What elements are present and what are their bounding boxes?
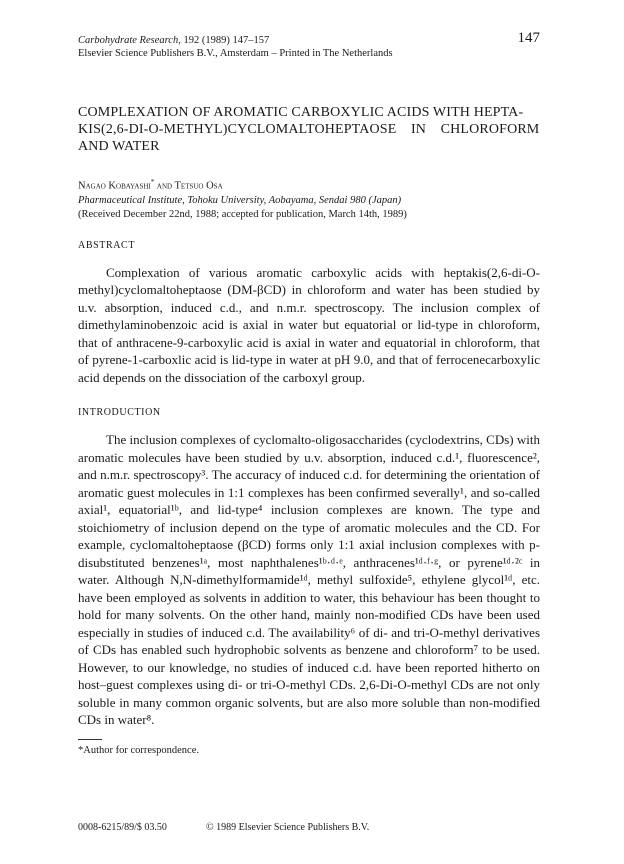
author-list: [78, 175, 540, 194]
introduction-paragraph: The inclusion complexes of cyclomalto-oligosaccharides (cyclodextrins, CDs) with aromatic molecules have been studied by u.v. absorption, induced c.d.¹, fluorescence², and n.m.r. spectroscopy³. The accuracy of induced c.d. for determining the orientation of aromatic guest molecules in 1:1 complexes has been confirmed severally¹, and so-called axial¹, equatorial¹ᵇ, and lid-type⁴ inclusion complexes are known. The type and stoichiometry of inclusion depend on the type of aromatic molecules and the CD. For example, cyclomaltoheptaose (βCD) forms only 1:1 axial inclusion complexes with p-disubstituted benzenes¹ᵃ, most naphthalenes¹ᵇ·ᵈ·ᵉ, anthracenes¹ᵈ·ᶠ·ᵍ, or pyrene¹ᵈ·²ᶜ in water. Although N,N-dimethylformamide¹ᵈ, methyl sulfoxide⁵, ethylene glycol¹ᵈ, etc. have been employed as solvents in addition to water, this behaviour has been thought to hold for many solvents. On the other hand, mainly non-modified CDs have been used especially in studies of induced c.d. The availability⁶ of di- and tri-O-methyl derivatives of CDs has enabled such hydrophobic solvents as benzene and chloroform⁷ to be used. However, to our knowledge, no studies of induced c.d. have been reported hitherto on host–guest complexes using di- or tri-O-methyl CDs. 2,6-Di-O-methyl CDs are not only soluble in many common organic solvents, but are also more soluble than non-modified CDs in water⁸.: [78, 432, 540, 727]
received-dates: (Received December 22nd, 1988; accepted for publication, March 14th, 1989): [78, 208, 407, 220]
publisher-line: Elsevier Science Publishers B.V., Amsterdam – Printed in The Netherlands: [78, 48, 393, 59]
abstract-body: [78, 264, 540, 387]
introduction-heading: INTRODUCTION: [78, 407, 161, 418]
affiliation: Pharmaceutical Institute, Tohoku University, Aobayama, Sendai 980 (Japan): [78, 194, 402, 206]
title-line: AND WATER: [78, 139, 160, 154]
article-page: [78, 30, 540, 757]
title-line: COMPLEXATION OF AROMATIC CARBOXYLIC ACIDS WITH HEPTA-: [78, 105, 524, 120]
article-title: [78, 104, 540, 155]
author-name: Tetsuo Osa: [174, 180, 223, 192]
copyright-notice: © 1989 Elsevier Science Publishers B.V.: [206, 822, 370, 833]
volume-pages: 192 (1989) 147–157: [183, 35, 270, 46]
citation-line: [78, 30, 540, 47]
corresponding-mark: *: [150, 178, 155, 186]
page-footer: [78, 822, 540, 833]
title-line: KIS(2,6-DI-O-METHYL)CYCLOMALTOHEPTAOSE IN CHLOROFORM: [78, 122, 540, 137]
author-conjunction: and: [154, 180, 175, 192]
issn-code: 0008-6215/89/$ 03.50: [78, 822, 167, 833]
abstract-paragraph: Complexation of various aromatic carboxylic acids with heptakis(2,6-di-O-methyl)cyclomaltoheptaose (DM-βCD) in chloroform and water has been studied by u.v. absorption, induced c.d., and n.m.r. spectroscopy. The inclusion complex of dimethylaminobenzoic acid is axial in water but equatorial or lid-type in chloroform, that of anthracene-9-carboxylic acid is axial in water and equatorial in chloroform, that of pyrene-1-carboxlic acid is lid-type in water at pH 9.0, and that of ferrocenecarboxylic acid depends on the dissociation of the carboxyl group.: [78, 264, 540, 385]
running-header: [78, 30, 540, 60]
abstract-heading: ABSTRACT: [78, 239, 136, 251]
footnote-rule: [78, 739, 102, 740]
author-name: Nagao Kobayashi: [78, 180, 151, 192]
journal-name: Carbohydrate Research,: [78, 35, 181, 46]
footnote: *Author for correspondence.: [78, 744, 199, 756]
page-number: 147: [517, 30, 540, 46]
introduction-body: [78, 431, 540, 729]
